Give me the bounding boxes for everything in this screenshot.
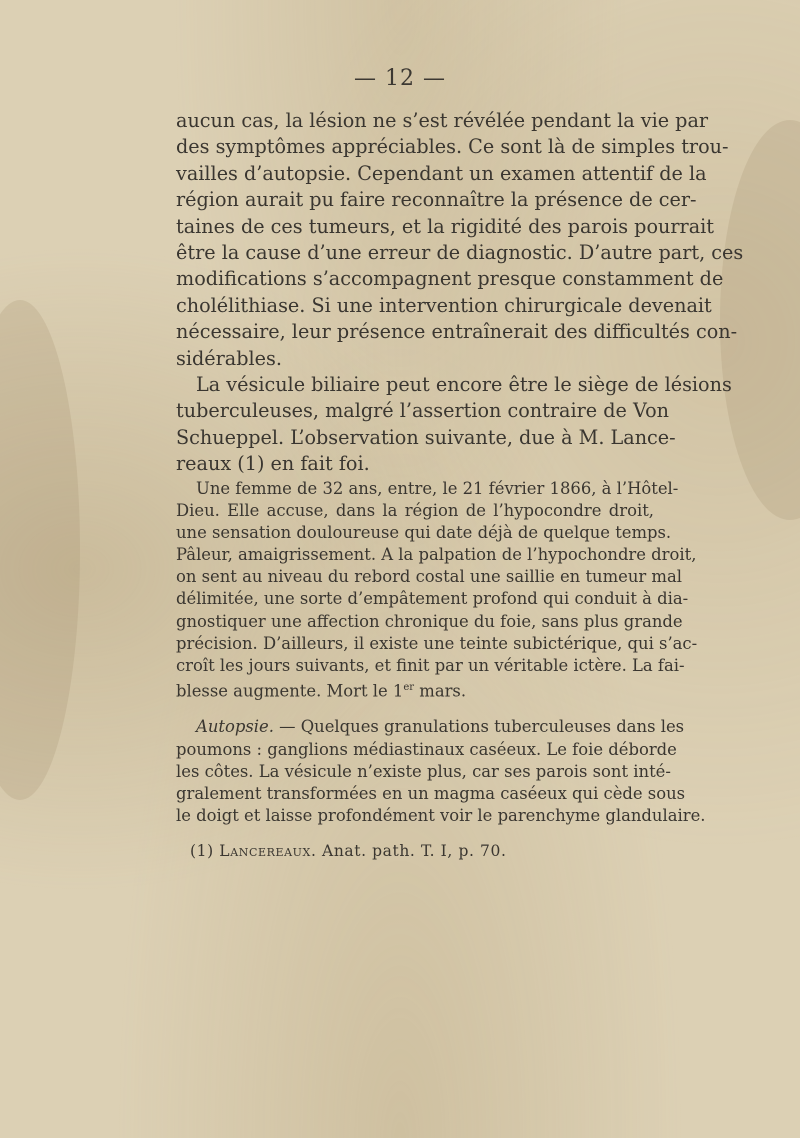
paragraph-1	[176, 108, 744, 372]
footnote-reference: . Anat. path. T. I, p. 70.	[310, 842, 507, 860]
text-line: les côtes. La vésicule n’existe plus, car ses parois sont inté-	[176, 761, 671, 781]
text-segment: blesse augmente. Mort le 1	[176, 681, 404, 701]
text-line: précision. D’ailleurs, il existe une teinte subictérique, qui s’ac-	[176, 633, 698, 653]
text-line: modifications s’accompagnent presque constamment de	[176, 267, 724, 291]
text-line	[176, 677, 654, 703]
text-line: gnostiquer une affection chronique du foie, sans plus grande	[176, 611, 683, 631]
paragraph-2	[176, 372, 732, 478]
observation-paragraph-1	[176, 478, 698, 702]
text-line	[176, 716, 685, 738]
text-segment: mars.	[414, 681, 467, 701]
text-segment: — Quelques granulations tuberculeuses dans les	[273, 717, 685, 737]
text-line: Pâleur, amaigrissement. A la palpation de l’hypochondre droit,	[176, 545, 697, 565]
text-line: on sent au niveau du rebord costal une saillie en tumeur mal	[176, 567, 682, 587]
text-line: Schueppel. L’observation suivante, due à M. Lance-	[176, 425, 676, 449]
observation-paragraph-2	[176, 716, 706, 826]
main-text	[176, 108, 744, 478]
footnote-author: Lancereaux	[219, 842, 311, 860]
footnote	[190, 842, 506, 860]
text-line: être la cause d’une erreur de diagnostic. D’autre part, ces	[176, 241, 744, 265]
observation-text	[176, 478, 706, 827]
text-line: taines de ces tumeurs, et la rigidité des parois pourrait	[176, 214, 715, 238]
text-line: sidérables.	[176, 346, 282, 370]
text-line: vailles d’autopsie. Cependant un examen attentif de la	[176, 161, 707, 185]
text-line: Une femme de 32 ans, entre, le 21 février 1866, à l’Hôtel-	[196, 479, 679, 498]
text-line: nécessaire, leur présence entraînerait des difficultés con-	[176, 320, 738, 344]
text-line: aucun cas, la lésion ne s’est révélée pendant la vie par	[176, 109, 709, 132]
footnote-marker: (1)	[190, 842, 220, 860]
text-line: Dieu. Elle accuse, dans la région de l’hypocondre droit,	[176, 501, 654, 521]
text-line: cholélithiase. Si une intervention chirurgicale devenait	[176, 293, 712, 317]
text-line: reaux (1) en fait foi.	[176, 452, 370, 476]
text-line: le doigt et laisse profondément voir le parenchyme glandulaire.	[176, 805, 706, 825]
page-number: — 12 —	[354, 66, 446, 91]
text-line: des symptômes appréciables. Ce sont là de simples trou-	[176, 135, 729, 159]
paper-stain	[0, 300, 80, 800]
text-line: région aurait pu faire reconnaître la présence de cer-	[176, 188, 697, 212]
autopsy-label: Autopsie.	[196, 717, 274, 737]
text-line: tuberculeuses, malgré l’assertion contraire de Von	[176, 399, 669, 423]
text-line: La vésicule biliaire peut encore être le siège de lésions	[196, 373, 732, 397]
text-line: poumons : ganglions médiastinaux caséeux. Le foie déborde	[176, 739, 677, 759]
superscript: er	[403, 681, 415, 693]
text-line: croît les jours suivants, et finit par un véritable ictère. La fai-	[176, 655, 685, 675]
text-line: délimitée, une sorte d’empâtement profond qui conduit à dia-	[176, 589, 689, 609]
text-line: gralement transformées en un magma caséeux qui cède sous	[176, 783, 686, 803]
text-line: une sensation douloureuse qui date déjà de quelque temps.	[176, 523, 672, 543]
